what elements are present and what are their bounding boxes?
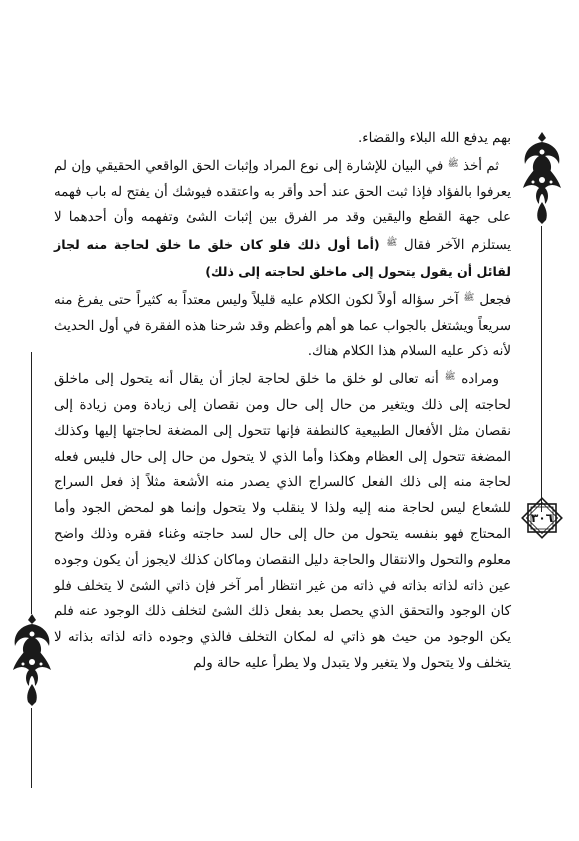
page-number: ٣٠٦ <box>531 511 553 525</box>
paragraph-2-lead: ثم أخذ <box>462 158 499 174</box>
paragraph-2 <box>54 152 511 286</box>
paragraph-2-body: في البيان للإشارة إلى نوع المراد وإثبات الحق الواقعي الحقيقي وإن لم يعرفوا بالفؤاد فإذا ثبت الحق عند أحد وأقر به واعتقده فيوشك أن يفتح له باب فهمه على جهة القطع واليقين وقد مر الفرق بين إثبات الشئ وتفهمه وأن أحدهما لا يستلزم الآخر فقال <box>54 158 511 254</box>
margin-ornament-top-icon <box>519 130 565 226</box>
honorific-mark: ﷺ <box>463 292 475 303</box>
margin-rule-left <box>31 352 32 614</box>
paragraph-4-body: أنه تعالى لو خلق ما خلق لحاجة لجاز أن يقال أنه يتحول إلى ماخلق لحاجته إلى ذلك ويتغير من حال إلى حال ومن نقصان إلى زيادة ومن زيادة إلى نقصان مثل الأفعال الطبيعية كالنطفة فإنها تتحول إلى المضغة لحاجتها إليها وكذلك المضغة تتحول إلى العظام وهكذا وأما الذي لا يتحول من حال إلى حال فليس فعله لحاجة منه إلى ذلك الفعل كالسراج الذي يصدر منه الأشعة مثلاً إذ فعل السراج للشعاع ليس لحاجة منه إليه ولذا لا ينقلب ولا يتحول وإنما هو لمحض الجود وأما المحتاج فهو بنفسه يتحول من حال إلى حال لسد حاجته وغناء فقره وذلك واضح معلوم والتحول والانتقال والحاجة دليل النقصان وماكان كذلك لايجوز أن يكون وجوده عين ذاته لذاته بذاته في ذاته من غير انتظار أمر آخر فإن ذاتي الشئ لا يتخلف فلو كان الوجود والتحقق الذي يحصل بعد بفعل ذلك الشئ لتخلف ذلك الوجود عنه فلم يكن الوجود من حيث هو ذاتي له لمكان التخلف فالذي وجوده ذاته لذاته بذاته لا يتخلف ولا يتحول ولا يتغير ولا يتبدل ولا يطرأ عليه حالة ولم <box>54 372 511 671</box>
margin-ornament-bottom-icon <box>8 612 56 708</box>
hadith-quote: (أما أول ذلك فلو كان خلق ما خلق لحاجة منه لجاز لقائل أن يقول يتحول إلى ماخلق لحاجته إلى ذلك) <box>54 237 511 279</box>
honorific-mark: ﷺ <box>386 238 398 249</box>
paragraph-3-body: آخر سؤاله أولاً لكون الكلام عليه قليلاً وليس معتداً به كثيراً حتى يفرغ منه سريعاً ويشتغل بالجواب عما هو أهم وأعظم وقد شرحنا هذه الفقرة في أول الحديث لأنه ذكر عليه السلام هذا الكلام هناك. <box>54 292 511 360</box>
body-text <box>54 126 511 677</box>
margin-rule-left-lower <box>31 708 32 788</box>
paragraph-3-lead: فجعل <box>479 292 511 308</box>
paragraph-3 <box>54 286 511 365</box>
margin-rule-right <box>541 226 542 512</box>
paragraph-1: بهم يدفع الله البلاء والقضاء. <box>358 131 511 146</box>
honorific-mark: ﷺ <box>444 372 456 383</box>
paragraph-4 <box>54 365 511 677</box>
paragraph-4-lead: ومراده <box>461 372 499 388</box>
honorific-mark: ﷺ <box>447 158 459 169</box>
